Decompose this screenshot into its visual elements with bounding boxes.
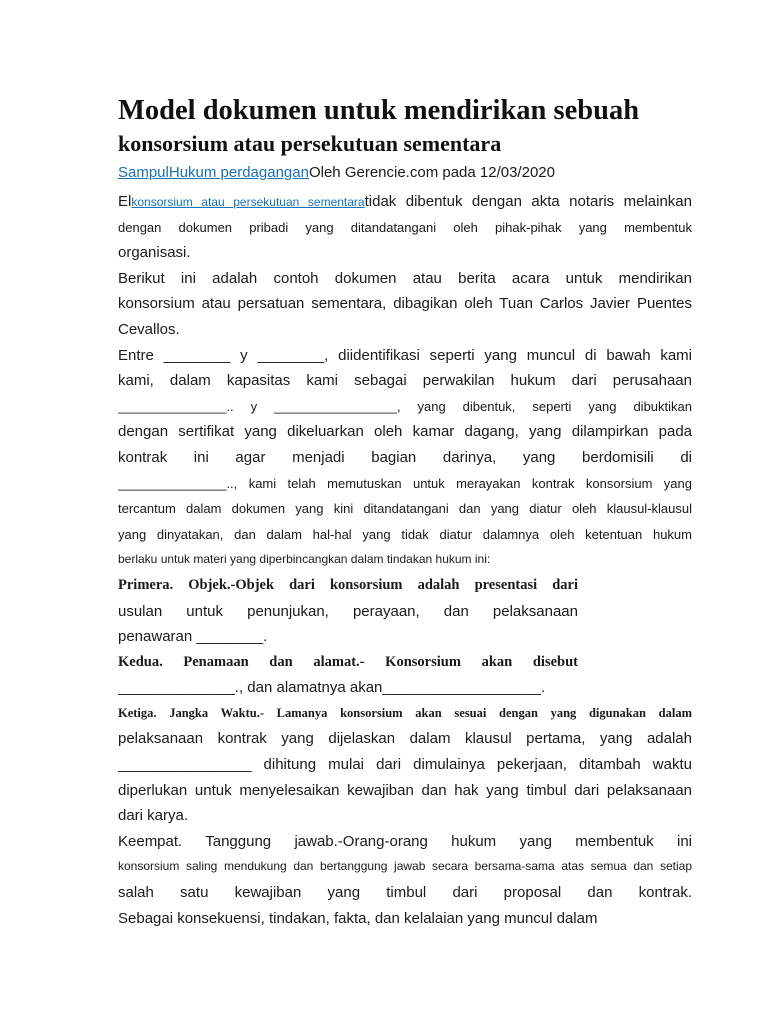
paragraph-line: berlaku untuk materi yang diperbincangkan dalam tindakan hukum ini: bbox=[118, 552, 491, 567]
breadcrumb-link-hukum-perdagangan[interactable]: Hukum perdagangan bbox=[168, 164, 309, 181]
paragraph-line: Entre ________ y ________, diidentifikasi seperti yang muncul di bawah kami bbox=[118, 346, 692, 364]
page-title: Model dokumen untuk mendirikan sebuah bbox=[118, 95, 640, 126]
paragraph-line: Sebagai konsekuensi, tindakan, fakta, dan kelalaian yang muncul dalam bbox=[118, 909, 598, 927]
breadcrumb-link-sampul[interactable]: Sampul bbox=[118, 164, 169, 181]
paragraph-line: Berikut ini adalah contoh dokumen atau berita acara untuk mendirikan bbox=[118, 269, 692, 287]
page-subtitle: konsorsium atau persekutuan sementara bbox=[118, 131, 502, 156]
paragraph-line: kontrak ini agar menjadi bagian darinya, yang berdomisili di bbox=[118, 448, 692, 466]
byline: Oleh Gerencie.com pada 12/03/2020 bbox=[308, 164, 555, 181]
clause-heading-kedua: Kedua. Penamaan dan alamat.- Konsorsium akan disebut bbox=[118, 653, 578, 670]
paragraph-line: yang dinyatakan, dan dalam hal-hal yang tidak diatur dalamnya oleh ketentuan hukum bbox=[118, 526, 692, 542]
paragraph-line: ______________., dan alamatnya akan___________________. bbox=[118, 679, 546, 697]
paragraph-line: _______________.. y _________________, yang dibentuk, seperti yang dibuktikan bbox=[118, 398, 692, 414]
paragraph-line: usulan untuk penunjukan, perayaan, dan pelaksanaan bbox=[118, 602, 578, 620]
paragraph-line: ________________ dihitung mulai dari dimulainya pekerjaan, ditambah waktu bbox=[118, 756, 692, 774]
clause-heading-ketiga: Ketiga. Jangka Waktu.- Lamanya konsorsium akan sesuai dengan yang digunakan dalam bbox=[118, 705, 692, 720]
paragraph-line: tercantum dalam dokumen yang kini ditandatangani dan yang diatur oleh klausul-klausul bbox=[118, 501, 692, 517]
paragraph-line: pelaksanaan kontrak yang dijelaskan dalam klausul pertama, yang adalah bbox=[118, 730, 692, 748]
paragraph-line: _______________.., kami telah memutuskan untuk merayakan kontrak konsorsium yang bbox=[118, 475, 692, 491]
paragraph-line: diperlukan untuk menyelesaikan kewajiban dan hak yang timbul dari pelaksanaan bbox=[118, 781, 692, 799]
paragraph-line: Elkonsorsium atau persekutuan sementaratidak dibentuk dengan akta notaris melainkan bbox=[118, 193, 692, 210]
paragraph-line: konsorsium atau persatuan sementara, dibagikan oleh Tuan Carlos Javier Puentes bbox=[118, 295, 692, 313]
clause-heading-primera: Primera. Objek.-Objek dari konsorsium adalah presentasi dari bbox=[118, 576, 578, 593]
paragraph-line: salah satu kewajiban yang timbul dari proposal dan kontrak. bbox=[118, 884, 692, 902]
paragraph-line: konsorsium saling mendukung dan bertanggung jawab secara bersama-sama atas semua dan setiap bbox=[118, 859, 692, 874]
paragraph-line: dengan sertifikat yang dikeluarkan oleh kamar dagang, yang dilampirkan pada bbox=[118, 423, 692, 441]
paragraph-line: kami, dalam kapasitas kami sebagai perwakilan hukum dari perusahaan bbox=[118, 372, 692, 390]
article-meta bbox=[118, 163, 692, 183]
konsorsium-link[interactable]: konsorsium atau persekutuan sementara bbox=[131, 195, 365, 209]
paragraph-line: dari karya. bbox=[118, 807, 189, 825]
paragraph-line: Cevallos. bbox=[118, 320, 180, 338]
paragraph-line: penawaran ________. bbox=[118, 628, 268, 646]
article-body bbox=[118, 189, 692, 931]
clause-heading-keempat: Keempat. Tanggung jawab.-Orang-orang hukum yang membentuk ini bbox=[118, 832, 692, 850]
document-content bbox=[118, 92, 692, 931]
paragraph-line: dengan dokumen pribadi yang ditandatangani oleh pihak-pihak yang membentuk bbox=[118, 219, 692, 235]
paragraph-line: organisasi. bbox=[118, 244, 191, 262]
